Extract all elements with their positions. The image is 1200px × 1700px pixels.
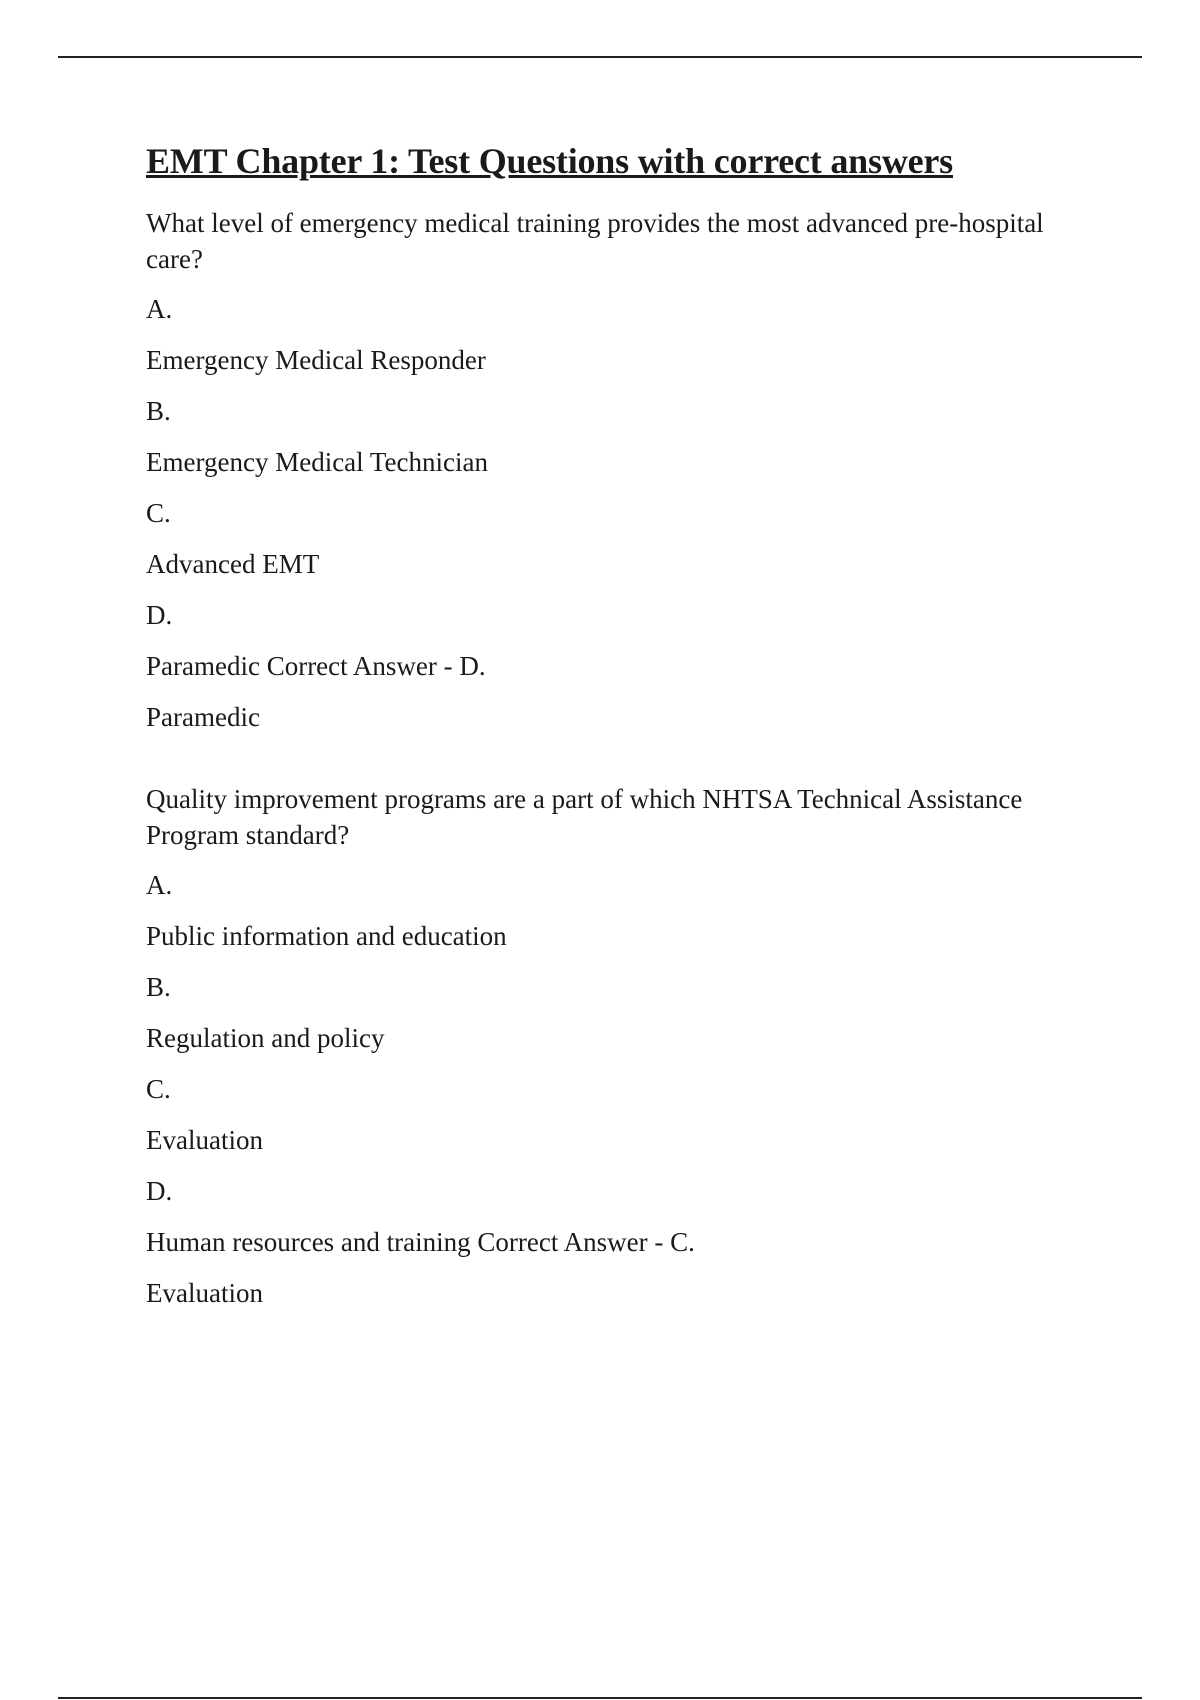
option-label-c: C. (146, 1074, 171, 1105)
correct-answer-text: Paramedic (146, 702, 260, 733)
bottom-rule (58, 1697, 1142, 1699)
option-label-b: B. (146, 396, 171, 427)
option-text-c: Advanced EMT (146, 549, 320, 580)
option-text-d-with-answer: Paramedic Correct Answer - D. (146, 651, 486, 682)
option-text-d-with-answer: Human resources and training Correct Answer - C. (146, 1227, 695, 1258)
question-2 (146, 781, 1096, 1311)
option-text-c: Evaluation (146, 1125, 263, 1156)
option-label-c: C. (146, 498, 171, 529)
top-rule (58, 56, 1142, 58)
option-label-a: A. (146, 294, 173, 325)
option-label-a: A. (146, 870, 173, 901)
question-1 (146, 205, 1096, 735)
option-text-a: Emergency Medical Responder (146, 345, 486, 376)
option-text-b: Regulation and policy (146, 1023, 385, 1054)
option-label-d: D. (146, 1176, 173, 1207)
option-text-a: Public information and education (146, 921, 507, 952)
option-text-b: Emergency Medical Technician (146, 447, 488, 478)
question-prompt: Quality improvement programs are a part of which NHTSA Technical Assistance Program standard? (146, 784, 1023, 851)
option-label-b: B. (146, 972, 171, 1003)
option-label-d: D. (146, 600, 173, 631)
page-title: EMT Chapter 1: Test Questions with correct answers (146, 141, 953, 181)
document-body (146, 140, 1096, 1326)
correct-answer-text: Evaluation (146, 1278, 263, 1309)
question-prompt: What level of emergency medical training provides the most advanced pre-hospital care? (146, 208, 1044, 275)
